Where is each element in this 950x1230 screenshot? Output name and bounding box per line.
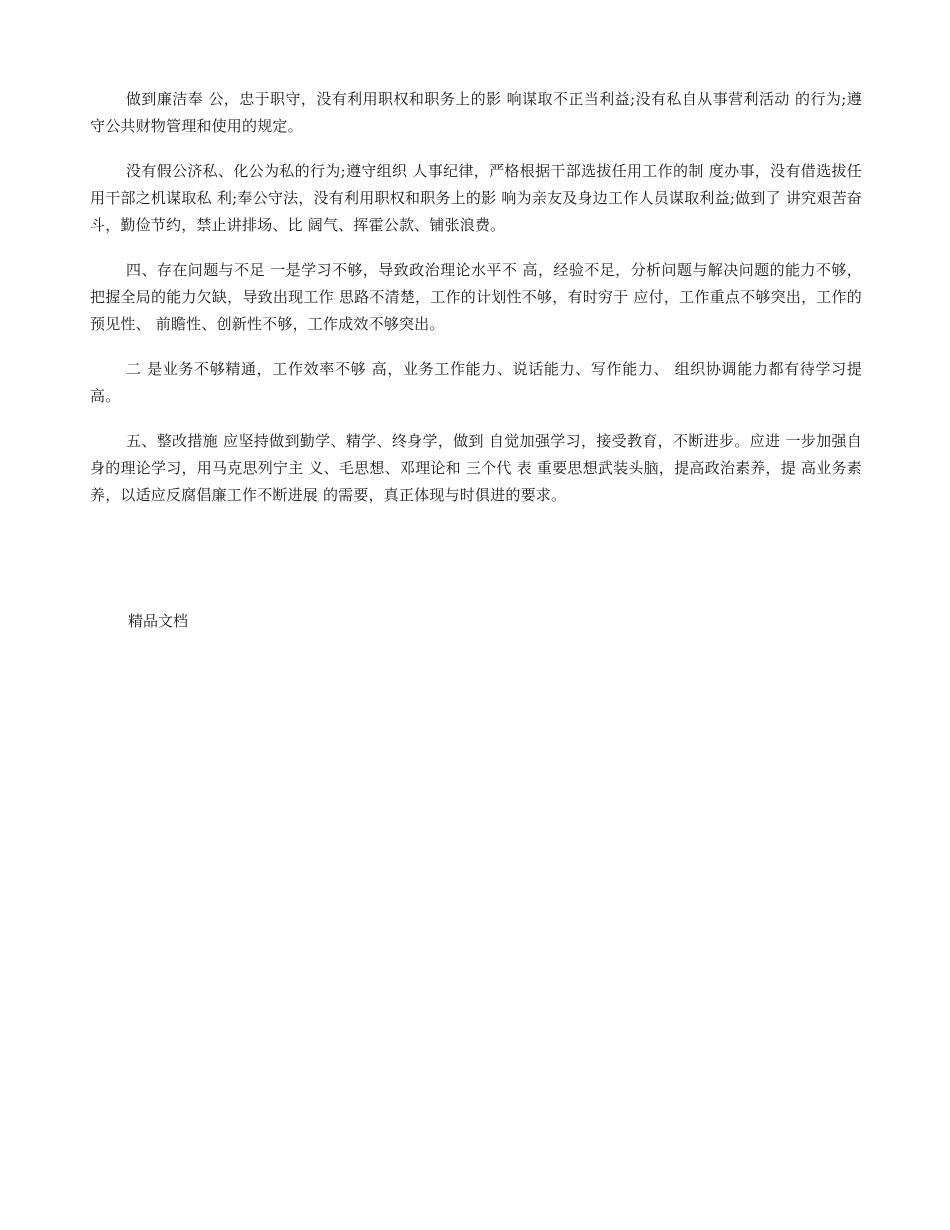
paragraph-integrity: 做到廉洁奉 公，忠于职守，没有利用职权和职务上的影 响谋取不正当利益;没有私自从事营利活动 的行为;遵守公共财物管理和使用的规定。	[90, 90, 862, 135]
footer-label: 精品文档	[128, 612, 189, 630]
document-body	[90, 86, 862, 527]
paragraph-discipline: 没有假公济私、化公为私的行为;遵守组织 人事纪律，严格根据干部选拔任用工作的制 度办事，没有借选拔任用干部之机谋取私 利;奉公守法，没有利用职权和职务上的影 响为亲友及身边工作人员谋取利益;做到了 讲究艰苦奋斗，勤俭节约，禁止讲排场、比 阔气、挥霍公款、铺张浪费。	[90, 162, 862, 234]
paragraph-business-skills: 二 是业务不够精通，工作效率不够 高，业务工作能力、说话能力、写作能力、 组织协调能力都有待学习提高。	[90, 360, 862, 405]
paragraph-rectification: 五、整改措施 应坚持做到勤学、精学、终身学，做到 自觉加强学习，接受教育，不断进步。应进 一步加强自身的理论学习，用马克思列宁主 义、毛思想、邓理论和 三个代 表 重要思想武装头脑，提高政治素养，提 高业务素养，以适应反腐倡廉工作不断进展 的需要，真正体现与时俱进的要求。	[90, 432, 862, 504]
paragraph-problems: 四、存在问题与不足 一是学习不够，导致政治理论水平不 高，经验不足，分析问题与解决问题的能力不够，把握全局的能力欠缺，导致出现工作 思路不清楚，工作的计划性不够，有时穷于 应付，工作重点不够突出，工作的预见性、 前瞻性、创新性不够，工作成效不够突出。	[90, 261, 862, 333]
